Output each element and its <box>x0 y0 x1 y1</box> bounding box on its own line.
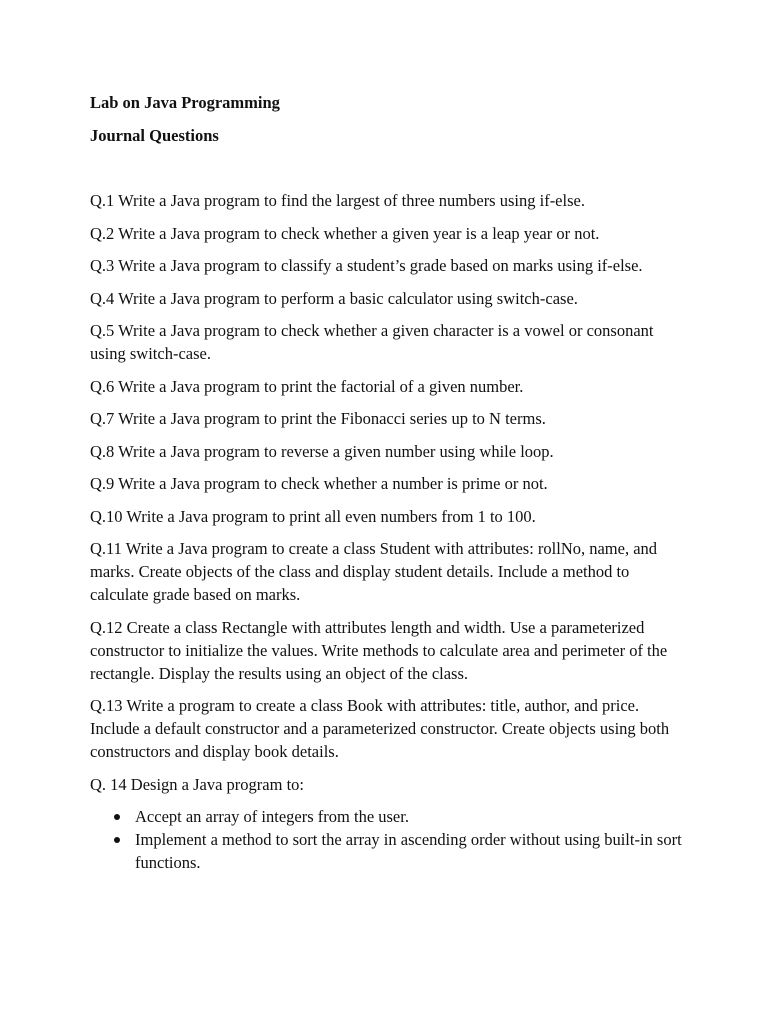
list-item <box>90 828 686 874</box>
question-8: Q.8 Write a Java program to reverse a given number using while loop. <box>90 441 554 461</box>
question-4: Q.4 Write a Java program to perform a basic calculator using switch-case. <box>90 288 578 308</box>
question-3: Q.3 Write a Java program to classify a student’s grade based on marks using if-else. <box>90 256 643 275</box>
document-page <box>90 92 686 874</box>
question-11: Q.11 Write a Java program to create a class Student with attributes: rollNo, name, and marks. Create objects of the class and display student details. Include a method to calculate grade based on marks. <box>90 539 658 604</box>
question-2: Q.2 Write a Java program to check whether a given year is a leap year or not. <box>90 223 600 243</box>
question-14-bullet-list <box>90 805 686 874</box>
document-subtitle: Journal Questions <box>90 126 219 145</box>
question-13: Q.13 Write a program to create a class Book with attributes: title, author, and price. Include a default constructor and a parameterized constructor. Create objects using both constructors and display book details. <box>90 696 670 761</box>
list-item <box>90 805 686 828</box>
bullet-icon <box>114 837 120 843</box>
question-5: Q.5 Write a Java program to check whether a given character is a vowel or consonant using switch-case. <box>90 321 654 363</box>
question-7: Q.7 Write a Java program to print the Fibonacci series up to N terms. <box>90 409 546 428</box>
question-6: Q.6 Write a Java program to print the factorial of a given number. <box>90 376 524 396</box>
question-12: Q.12 Create a class Rectangle with attributes length and width. Use a parameterized constructor to initialize the values. Write methods to calculate area and perimeter of the rectangle. Display the results using an object of the class. <box>90 617 668 683</box>
bullet-icon <box>114 814 120 820</box>
question-10: Q.10 Write a Java program to print all even numbers from 1 to 100. <box>90 506 536 526</box>
question-14: Q. 14 Design a Java program to: <box>90 774 304 794</box>
question-1: Q.1 Write a Java program to find the largest of three numbers using if-else. <box>90 191 585 210</box>
question-9: Q.9 Write a Java program to check whether a number is prime or not. <box>90 474 548 493</box>
bullet-text: Accept an array of integers from the user. <box>135 807 409 826</box>
document-title: Lab on Java Programming <box>90 93 280 112</box>
bullet-text: Implement a method to sort the array in ascending order without using built-in sort functions. <box>135 830 682 872</box>
